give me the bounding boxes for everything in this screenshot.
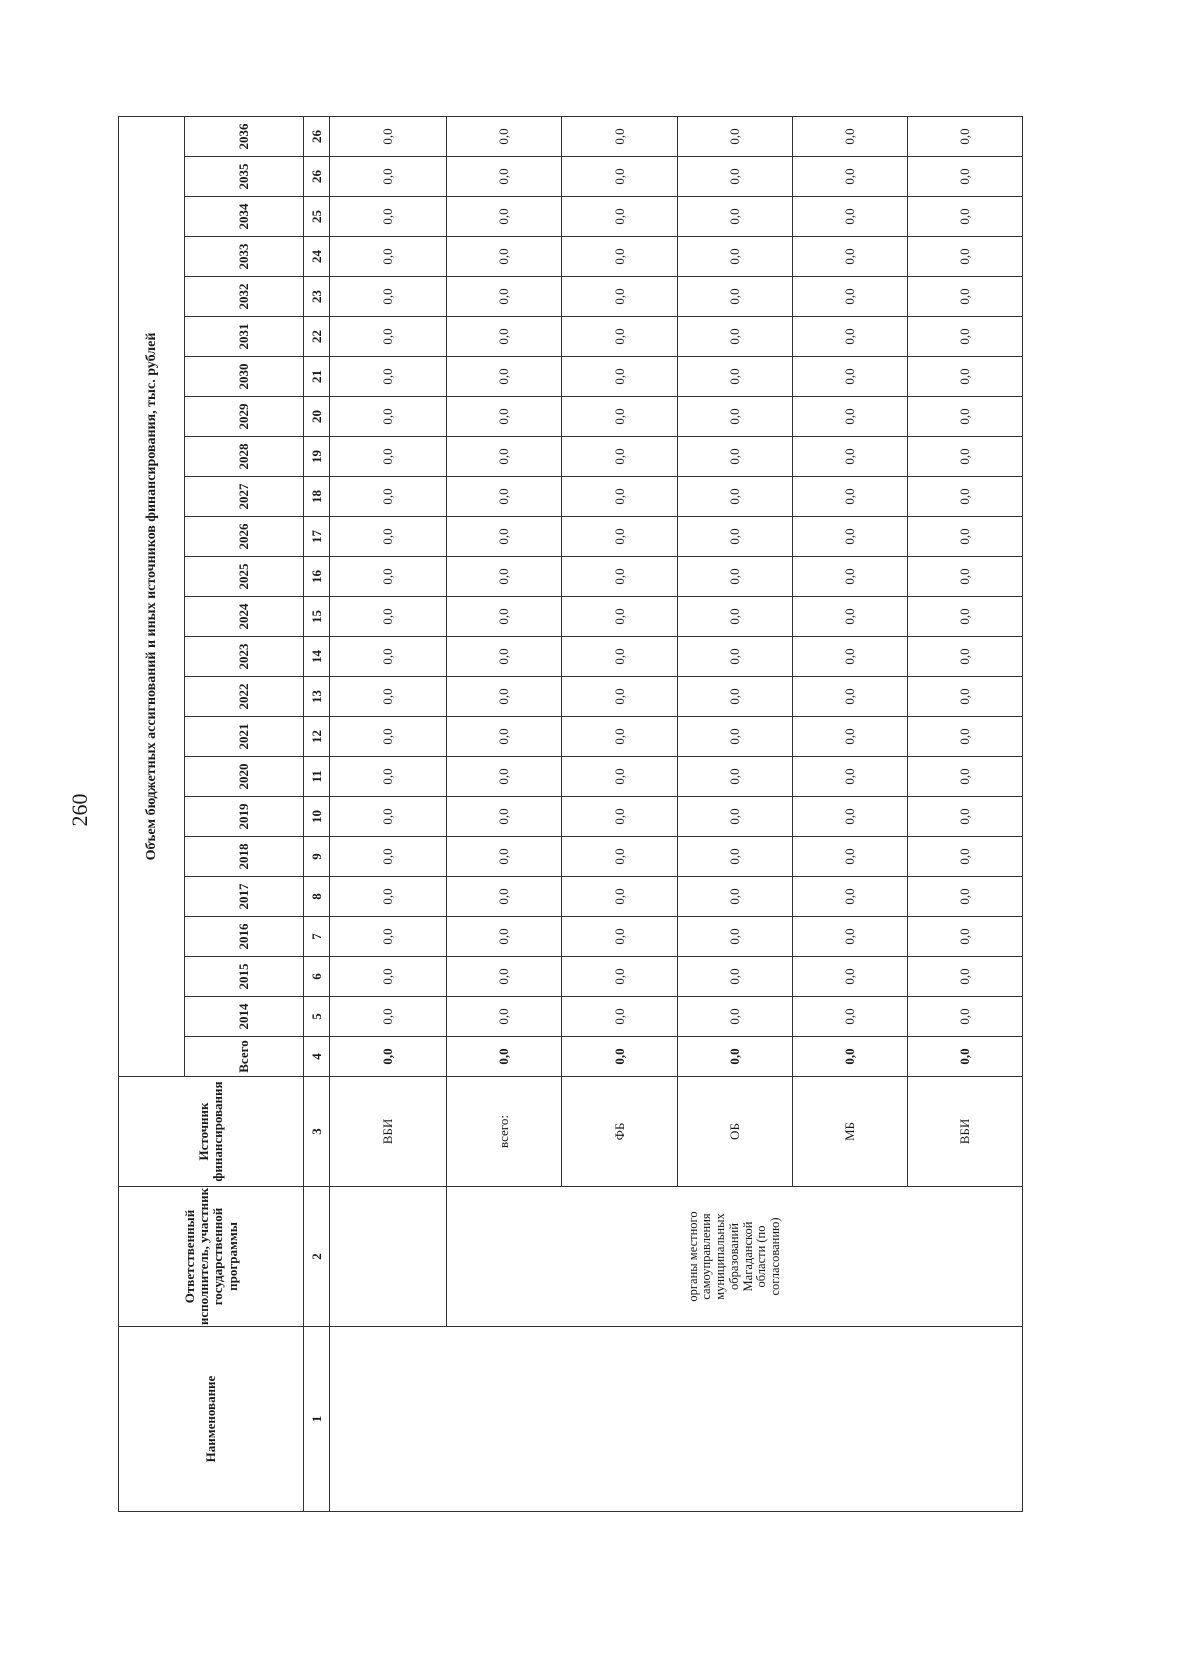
value-cell: 0,0: [562, 237, 677, 277]
responsible-cell-empty: [330, 1187, 447, 1327]
value-cell: 0,0: [562, 677, 677, 717]
value-cell: 0,0: [330, 877, 447, 917]
value-cell: 0,0: [792, 437, 907, 477]
value-cell: 0,0: [792, 677, 907, 717]
value-cell: 0,0: [677, 757, 792, 797]
table-row: [330, 116, 447, 1511]
total-cell: 0,0: [562, 1037, 677, 1077]
header-year: 2036: [185, 116, 304, 156]
value-cell: 0,0: [330, 477, 447, 517]
header-year: 2018: [185, 837, 304, 877]
column-number: 7: [304, 917, 330, 957]
total-cell: 0,0: [447, 1037, 562, 1077]
value-cell: 0,0: [677, 917, 792, 957]
column-number: 3: [304, 1077, 330, 1187]
value-cell: 0,0: [792, 197, 907, 237]
value-cell: 0,0: [447, 477, 562, 517]
header-year: 2022: [185, 677, 304, 717]
value-cell: 0,0: [907, 317, 1022, 357]
header-year: 2025: [185, 557, 304, 597]
value-cell: 0,0: [792, 757, 907, 797]
column-number: 9: [304, 837, 330, 877]
value-cell: 0,0: [562, 797, 677, 837]
value-cell: 0,0: [562, 317, 677, 357]
column-number: 17: [304, 517, 330, 557]
value-cell: 0,0: [562, 397, 677, 437]
header-year: 2033: [185, 237, 304, 277]
table-row: [447, 116, 562, 1511]
header-year: 2020: [185, 757, 304, 797]
header-year: 2035: [185, 157, 304, 197]
value-cell: 0,0: [562, 637, 677, 677]
value-cell: 0,0: [907, 197, 1022, 237]
value-cell: 0,0: [677, 116, 792, 156]
value-cell: 0,0: [562, 277, 677, 317]
value-cell: 0,0: [562, 437, 677, 477]
value-cell: 0,0: [330, 237, 447, 277]
value-cell: 0,0: [907, 797, 1022, 837]
value-cell: 0,0: [330, 917, 447, 957]
value-cell: 0,0: [677, 477, 792, 517]
value-cell: 0,0: [792, 477, 907, 517]
total-cell: 0,0: [907, 1037, 1022, 1077]
column-number: 15: [304, 597, 330, 637]
value-cell: 0,0: [447, 637, 562, 677]
value-cell: 0,0: [447, 717, 562, 757]
value-cell: 0,0: [330, 397, 447, 437]
column-number: 16: [304, 557, 330, 597]
header-volume-title: Объем бюджетных ассигнований и иных источников финансирования, тыс. рублей: [119, 116, 185, 1076]
source-cell: ВБИ: [907, 1077, 1022, 1187]
value-cell: 0,0: [792, 237, 907, 277]
source-cell: ВБИ: [330, 1077, 447, 1187]
value-cell: 0,0: [562, 557, 677, 597]
value-cell: 0,0: [907, 877, 1022, 917]
column-number: 1: [304, 1327, 330, 1512]
column-number: 10: [304, 797, 330, 837]
column-number: 12: [304, 717, 330, 757]
column-number: 26: [304, 157, 330, 197]
name-cell: [330, 1327, 1023, 1512]
value-cell: 0,0: [562, 877, 677, 917]
header-year: 2019: [185, 797, 304, 837]
value-cell: 0,0: [907, 517, 1022, 557]
header-year: 2028: [185, 437, 304, 477]
column-number: 23: [304, 277, 330, 317]
column-number: 22: [304, 317, 330, 357]
source-cell: всего:: [447, 1077, 562, 1187]
value-cell: 0,0: [447, 757, 562, 797]
value-cell: 0,0: [677, 157, 792, 197]
value-cell: 0,0: [792, 917, 907, 957]
value-cell: 0,0: [447, 317, 562, 357]
value-cell: 0,0: [447, 877, 562, 917]
value-cell: 0,0: [330, 517, 447, 557]
value-cell: 0,0: [907, 677, 1022, 717]
column-number: 8: [304, 877, 330, 917]
value-cell: 0,0: [907, 237, 1022, 277]
value-cell: 0,0: [447, 277, 562, 317]
value-cell: 0,0: [562, 116, 677, 156]
header-responsible: Ответственный исполнитель, участник государственной программы: [119, 1187, 304, 1327]
value-cell: 0,0: [677, 397, 792, 437]
value-cell: 0,0: [562, 597, 677, 637]
value-cell: 0,0: [447, 237, 562, 277]
column-number: 18: [304, 477, 330, 517]
value-cell: 0,0: [677, 797, 792, 837]
column-number: 5: [304, 997, 330, 1037]
header-source: Источник финансирования: [119, 1077, 304, 1187]
value-cell: 0,0: [447, 917, 562, 957]
value-cell: 0,0: [562, 477, 677, 517]
value-cell: 0,0: [330, 757, 447, 797]
value-cell: 0,0: [447, 597, 562, 637]
value-cell: 0,0: [792, 277, 907, 317]
header-year: 2021: [185, 717, 304, 757]
value-cell: 0,0: [330, 357, 447, 397]
value-cell: 0,0: [677, 317, 792, 357]
value-cell: 0,0: [330, 637, 447, 677]
header-year: 2026: [185, 517, 304, 557]
header-year: 2034: [185, 197, 304, 237]
value-cell: 0,0: [907, 557, 1022, 597]
value-cell: 0,0: [907, 957, 1022, 997]
value-cell: 0,0: [907, 477, 1022, 517]
value-cell: 0,0: [562, 997, 677, 1037]
value-cell: 0,0: [447, 116, 562, 156]
total-cell: 0,0: [330, 1037, 447, 1077]
value-cell: 0,0: [677, 997, 792, 1037]
header-total: Всего: [185, 1037, 304, 1077]
value-cell: 0,0: [330, 957, 447, 997]
value-cell: 0,0: [907, 357, 1022, 397]
value-cell: 0,0: [907, 597, 1022, 637]
value-cell: 0,0: [677, 837, 792, 877]
value-cell: 0,0: [330, 997, 447, 1037]
header-year: 2031: [185, 317, 304, 357]
value-cell: 0,0: [562, 517, 677, 557]
value-cell: 0,0: [447, 437, 562, 477]
value-cell: 0,0: [562, 357, 677, 397]
value-cell: 0,0: [447, 837, 562, 877]
value-cell: 0,0: [792, 637, 907, 677]
column-number: 14: [304, 637, 330, 677]
value-cell: 0,0: [907, 116, 1022, 156]
column-number: 2: [304, 1187, 330, 1327]
value-cell: 0,0: [792, 717, 907, 757]
value-cell: 0,0: [792, 997, 907, 1037]
header-name: Наименование: [119, 1327, 304, 1512]
value-cell: 0,0: [447, 957, 562, 997]
value-cell: 0,0: [330, 717, 447, 757]
value-cell: 0,0: [907, 837, 1022, 877]
value-cell: 0,0: [792, 597, 907, 637]
value-cell: 0,0: [330, 557, 447, 597]
value-cell: 0,0: [907, 917, 1022, 957]
value-cell: 0,0: [562, 957, 677, 997]
value-cell: 0,0: [447, 997, 562, 1037]
header-year: 2014: [185, 997, 304, 1037]
header-year: 2015: [185, 957, 304, 997]
value-cell: 0,0: [792, 317, 907, 357]
header-year: 2017: [185, 877, 304, 917]
column-number: 21: [304, 357, 330, 397]
value-cell: 0,0: [907, 277, 1022, 317]
column-number: 4: [304, 1037, 330, 1077]
column-number: 19: [304, 437, 330, 477]
budget-table: [118, 116, 1023, 1512]
value-cell: 0,0: [562, 717, 677, 757]
value-cell: 0,0: [562, 197, 677, 237]
value-cell: 0,0: [330, 157, 447, 197]
value-cell: 0,0: [792, 357, 907, 397]
total-cell: 0,0: [677, 1037, 792, 1077]
value-cell: 0,0: [677, 717, 792, 757]
value-cell: 0,0: [562, 757, 677, 797]
header-year: 2023: [185, 637, 304, 677]
header-year: 2030: [185, 357, 304, 397]
value-cell: 0,0: [907, 717, 1022, 757]
value-cell: 0,0: [330, 197, 447, 237]
rotated-table-container: [118, 123, 1023, 1512]
value-cell: 0,0: [792, 797, 907, 837]
column-number: 6: [304, 957, 330, 997]
value-cell: 0,0: [330, 437, 447, 477]
value-cell: 0,0: [677, 597, 792, 637]
value-cell: 0,0: [907, 757, 1022, 797]
value-cell: 0,0: [677, 357, 792, 397]
value-cell: 0,0: [447, 517, 562, 557]
value-cell: 0,0: [677, 437, 792, 477]
value-cell: 0,0: [330, 677, 447, 717]
column-number: 26: [304, 116, 330, 156]
value-cell: 0,0: [677, 677, 792, 717]
value-cell: 0,0: [330, 597, 447, 637]
value-cell: 0,0: [792, 837, 907, 877]
source-cell: МБ: [792, 1077, 907, 1187]
value-cell: 0,0: [330, 116, 447, 156]
value-cell: 0,0: [907, 637, 1022, 677]
page-number: 260: [67, 793, 92, 827]
value-cell: 0,0: [677, 197, 792, 237]
value-cell: 0,0: [562, 837, 677, 877]
value-cell: 0,0: [447, 197, 562, 237]
value-cell: 0,0: [447, 397, 562, 437]
column-number: 20: [304, 397, 330, 437]
value-cell: 0,0: [907, 437, 1022, 477]
value-cell: 0,0: [792, 157, 907, 197]
value-cell: 0,0: [677, 517, 792, 557]
value-cell: 0,0: [562, 917, 677, 957]
column-number: 13: [304, 677, 330, 717]
value-cell: 0,0: [677, 877, 792, 917]
total-cell: 0,0: [792, 1037, 907, 1077]
responsible-cell: органы местного самоуправления муниципальных образований Магаданской области (по согласованию): [447, 1187, 1023, 1327]
value-cell: 0,0: [677, 277, 792, 317]
value-cell: 0,0: [907, 397, 1022, 437]
value-cell: 0,0: [792, 957, 907, 997]
value-cell: 0,0: [330, 317, 447, 357]
source-cell: ОБ: [677, 1077, 792, 1187]
value-cell: 0,0: [447, 797, 562, 837]
column-number: 25: [304, 197, 330, 237]
value-cell: 0,0: [447, 157, 562, 197]
value-cell: 0,0: [907, 157, 1022, 197]
value-cell: 0,0: [330, 277, 447, 317]
value-cell: 0,0: [792, 397, 907, 437]
value-cell: 0,0: [677, 237, 792, 277]
value-cell: 0,0: [447, 677, 562, 717]
header-year: 2016: [185, 917, 304, 957]
column-number: 24: [304, 237, 330, 277]
header-year: 2027: [185, 477, 304, 517]
column-number: 11: [304, 757, 330, 797]
value-cell: 0,0: [330, 837, 447, 877]
value-cell: 0,0: [677, 957, 792, 997]
value-cell: 0,0: [330, 797, 447, 837]
value-cell: 0,0: [792, 517, 907, 557]
value-cell: 0,0: [907, 997, 1022, 1037]
value-cell: 0,0: [677, 557, 792, 597]
header-year: 2032: [185, 277, 304, 317]
source-cell: ФБ: [562, 1077, 677, 1187]
header-year: 2024: [185, 597, 304, 637]
value-cell: 0,0: [792, 557, 907, 597]
header-year: 2029: [185, 397, 304, 437]
value-cell: 0,0: [562, 157, 677, 197]
value-cell: 0,0: [447, 557, 562, 597]
value-cell: 0,0: [792, 877, 907, 917]
value-cell: 0,0: [447, 357, 562, 397]
value-cell: 0,0: [792, 116, 907, 156]
value-cell: 0,0: [677, 637, 792, 677]
